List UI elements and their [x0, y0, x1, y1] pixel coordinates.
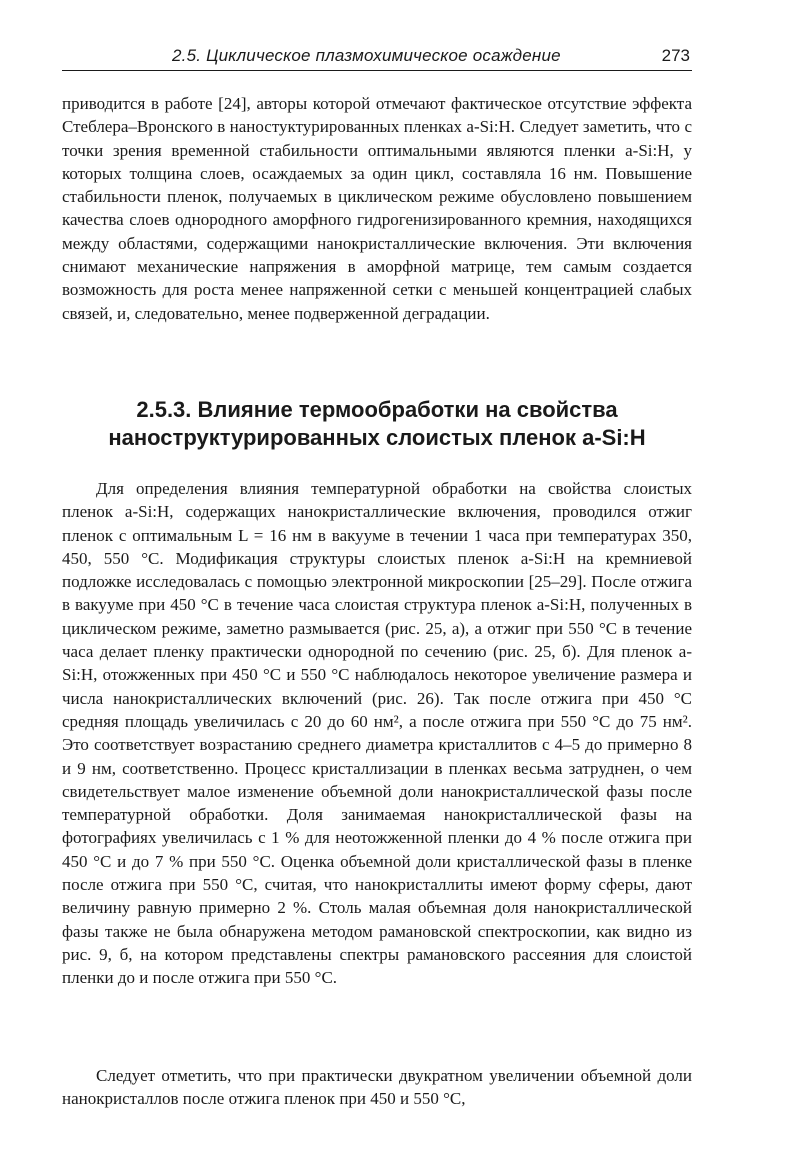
paragraph-annealing: Для определения влияния температурной обработки на свойства слоистых пленок a-Si:H, содержащих нанокристаллические включения, проводился отжиг пленок с оптимальным L = 16 нм в вакууме в течении 1 часа при температурах 350, 450, 550 °C. Модификация структуры слоистых пленок a-Si:H на кремниевой подложке исследовалась с помощью электронной микроскопии [25–29]. После отжига в вакууме при 450 °C в течение часа слоистая структура пленок a-Si:H, полученных в циклическом режиме, заметно размывается (рис. 25, а), а отжиг при 550 °C в течение часа делает пленку практически однородной по сечению (рис. 25, б). Для пленок a-Si:H, отожженных при 450 °C и 550 °C наблюдалось некоторое увеличение размера и числа нанокристаллических включений (рис. 26). Так после отжига при 450 °C средняя площадь увеличилась с 20 до 60 нм², а после отжига при 550 °C до 75 нм². Это соответствует возрастанию среднего диаметра кристаллитов с 4–5 до примерно 8 и 9 нм, соответственно. Процесс кристаллизации в пленках весьма затруднен, о чем свидетельствует малое изменение объемной доли нанокристаллической фазы после температурной обработки. Доля занимаемая нанокристаллической фазы на фотографиях увеличилась с 1 % для неотожженной пленки до 4 % после отжига при 450 °C и до 7 % при 550 °C. Оценка объемной доли кристаллической фазы в пленке после отжига при 550 °C, считая, что нанокристаллиты имеют форму сферы, дают величину равную примерно 2 %. Столь малая объемная доля нанокристаллической фазы также не была обнаружена методом рамановской спектроскопии, как видно из рис. 9, б, на котором представлены спектры рамановского рассеяния для слоистой пленки до и после отжига при 550 °C.: [62, 479, 692, 988]
paragraph-continuation: приводится в работе [24], авторы которой отмечают фактическое отсутствие эффекта Стеблера–Вронского в наностуктурированных пленках a-Si:H. Следует заметить, что с точки зрения временной стабильности оптимальными являются пленки a-Si:H, у которых толщина слоев, осаждаемых за один цикл, составляла 16 нм. Повышение стабильности пленок, получаемых в циклическом режиме обусловлено повышением качества слоев однородного аморфного гидрогенизированного кремния, находящихся между областями, содержащими нанокристаллические включения. Эти включения снимают механические напряжения в аморфной матрице, тем самым создается возможность для роста менее напряженной сетки с меньшей концентрацией слабых связей, и, следовательно, менее подверженной деградации.: [62, 94, 692, 323]
section-heading-line-2: наноструктурированных слоистых пленок a-Si:H: [108, 425, 646, 450]
running-header-title: 2.5. Циклическое плазмохимическое осаждение: [172, 46, 561, 65]
running-header: [62, 40, 692, 71]
section-heading: [62, 396, 692, 452]
section-heading-line-1: 2.5.3. Влияние термообработки на свойства: [136, 397, 618, 422]
book-page: [62, 40, 692, 1109]
paragraph-final: Следует отметить, что при практически двукратном увеличении объемной доли нанокристаллов после отжига пленок при 450 и 550 °C,: [62, 1066, 692, 1109]
page-number: 273: [661, 46, 690, 65]
